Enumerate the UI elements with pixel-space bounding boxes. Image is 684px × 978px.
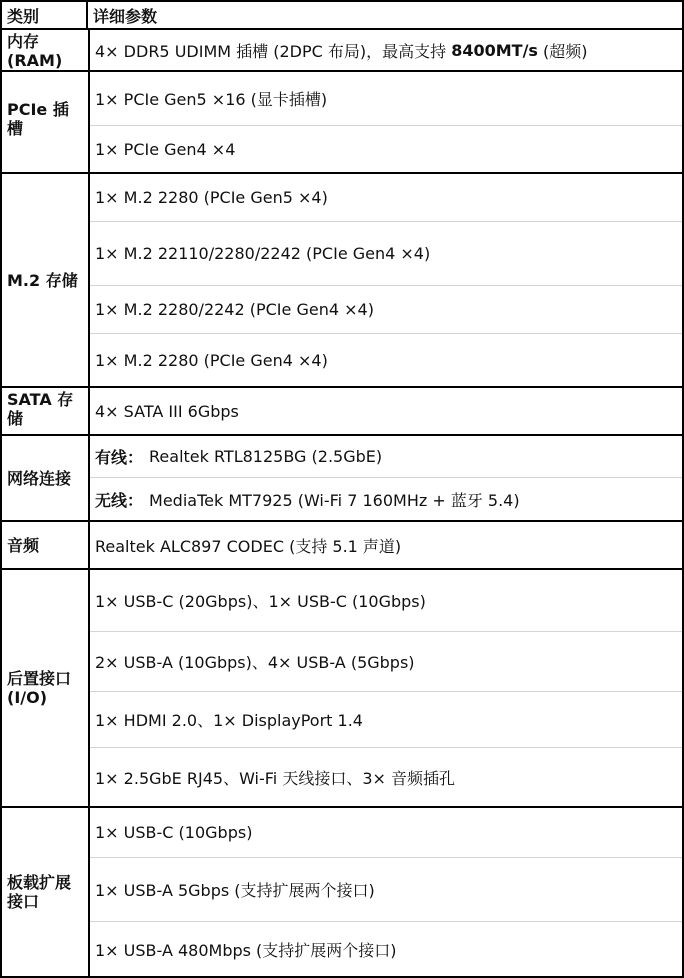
spec-line: [90, 30, 682, 70]
row-network: [0, 436, 684, 522]
spec-line: 1× M.2 22110/2280/2242 (PCIe Gen4 ×4): [90, 222, 682, 286]
spec-line: [90, 478, 682, 520]
spec-line: 4× SATA III 6Gbps: [95, 401, 239, 421]
network-wireless-value: MediaTek MT7925 (Wi-Fi 7 160MHz + 蓝牙 5.4): [149, 490, 520, 510]
spec-line: 1× HDMI 2.0、1× DisplayPort 1.4: [90, 692, 682, 748]
network-wired-label: 有线：: [95, 448, 144, 467]
row-ram: [0, 30, 684, 72]
spec-line: Realtek ALC897 CODEC (支持 5.1 声道): [95, 536, 402, 556]
category-ram: 内存 (RAM): [2, 30, 90, 70]
spec-line: 1× USB-C (20Gbps)、1× USB-C (10Gbps): [90, 570, 682, 632]
spec-line: 1× PCIe Gen5 ×16 (显卡插槽): [90, 72, 682, 126]
ram-spec-prefix: 4× DDR5 UDIMM 插槽 (2DPC 布局)，最高支持: [95, 41, 452, 61]
spec-line: 1× M.2 2280 (PCIe Gen4 ×4): [95, 350, 328, 370]
spec-line: 1× 2.5GbE RJ45、Wi-Fi 天线接口、3× 音频插孔: [95, 768, 455, 788]
spec-line: 1× USB-A 480Mbps (支持扩展两个接口): [95, 940, 397, 960]
ram-spec-suffix: (超频): [537, 41, 588, 61]
category-onboard: 板载扩展接口: [2, 808, 90, 976]
header-details: 详细参数: [93, 6, 158, 26]
row-pcie: [0, 72, 684, 174]
category-pcie: PCIe 插槽: [2, 72, 90, 172]
category-network: 网络连接: [2, 436, 90, 520]
network-wired-value: Realtek RTL8125BG (2.5GbE): [149, 447, 383, 466]
spec-line: 2× USB-A (10Gbps)、4× USB-A (5Gbps): [90, 632, 682, 692]
category-sata: SATA 存储: [2, 388, 90, 434]
network-wireless-label: 无线：: [95, 490, 144, 510]
ram-spec-speed: 8400MT/s: [451, 40, 538, 60]
spec-line: 1× USB-A 5Gbps (支持扩展两个接口): [90, 858, 682, 922]
row-sata: [0, 388, 684, 436]
header-category: 类别: [2, 2, 88, 28]
row-onboard: [0, 808, 684, 978]
row-m2: [0, 174, 684, 388]
spec-line: 1× M.2 2280 (PCIe Gen5 ×4): [90, 174, 682, 222]
table-header: [0, 0, 684, 30]
spec-line: 1× PCIe Gen4 ×4: [95, 139, 236, 159]
category-m2: M.2 存储: [2, 174, 90, 386]
row-rear-io: [0, 570, 684, 808]
spec-line: [90, 436, 682, 478]
category-rear-io: 后置接口 (I/O): [2, 570, 90, 806]
spec-line: 1× M.2 2280/2242 (PCIe Gen4 ×4): [90, 286, 682, 334]
spec-line: 1× USB-C (10Gbps): [90, 808, 682, 858]
category-audio: 音频: [2, 522, 90, 568]
row-audio: [0, 522, 684, 570]
